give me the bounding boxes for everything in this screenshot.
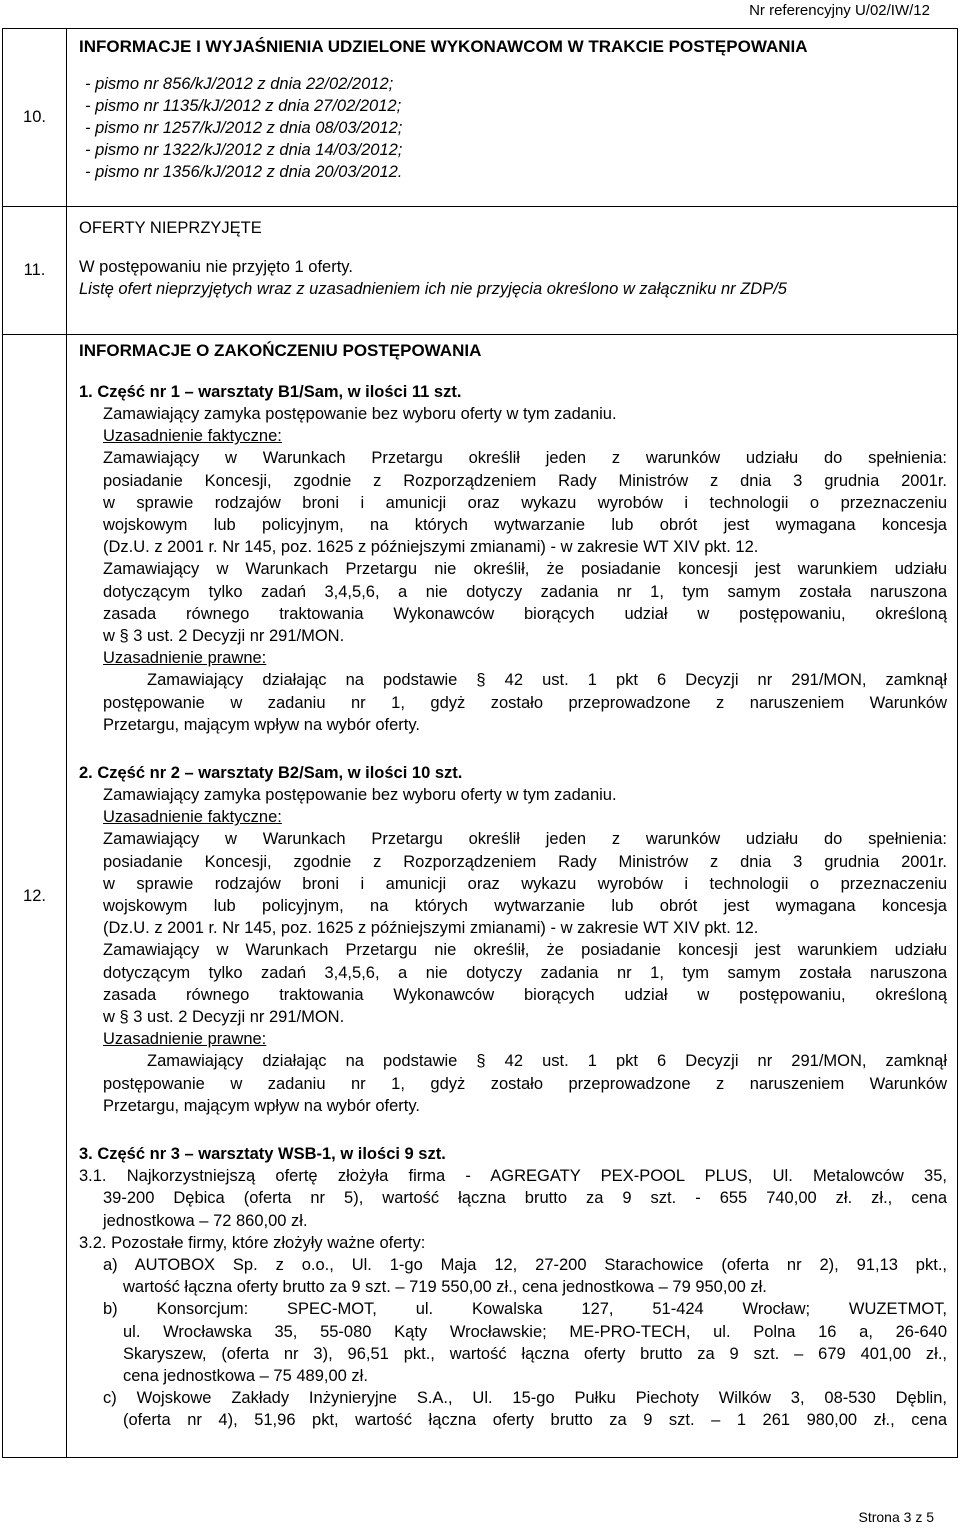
table-row (3, 207, 958, 335)
table-row (3, 335, 958, 1458)
section-title: OFERTY NIEPRZYJĘTE (79, 219, 262, 237)
list-item: - pismo nr 856/kJ/2012 z dnia 22/02/2012; (85, 75, 394, 93)
part-heading: 2. Część nr 2 – warsztaty B2/Sam, w ilości 10 szt. (79, 764, 463, 783)
closing-statement: Zamawiający zamyka postępowanie bez wyboru oferty w tym zadaniu. (103, 405, 617, 423)
rejected-list-note: Listę ofert nieprzyjętych wraz z uzasadnieniem ich nie przyjęcia określono w załączniku nr ZDP/5 (79, 280, 787, 298)
text-line: (Dz.U. z 2001 r. Nr 145, poz. 1625 z późniejszymi zmianami) - w zakresie WT XIV pkt. 12. (103, 538, 759, 557)
fact-label: Uzasadnienie faktyczne: (103, 808, 282, 827)
list-item: - pismo nr 1257/kJ/2012 z dnia 08/03/2012; (85, 119, 403, 137)
text-line: a) AUTOBOX Sp. z o.o., Ul. 1-go Maja 12, 27-200 Starachowice (oferta nr 2), 91,13 pkt., (103, 1255, 947, 1274)
row-number: 12. (3, 335, 67, 1458)
list-item: - pismo nr 1135/kJ/2012 z dnia 27/02/2012; (85, 97, 402, 115)
page-number: Strona 3 z 5 (858, 1509, 934, 1525)
text-line: b) Konsorcjum: SPEC-MOT, ul. Kowalska 127, 51-424 Wrocław; WUZETMOT, (103, 1300, 947, 1319)
document-table (2, 28, 958, 1458)
section-rejected-offers (67, 207, 958, 335)
text-line: wojskowym lub policyjnym, na których wytwarzanie lub obrót jest wymagana koncesja (103, 516, 947, 535)
text-line: w § 3 ust. 2 Decyzji nr 291/MON. (103, 1008, 345, 1027)
rejected-count-text: W postępowaniu nie przyjęto 1 oferty. (79, 258, 353, 276)
list-item: - pismo nr 1322/kJ/2012 z dnia 14/03/2012; (85, 141, 403, 159)
section-title: INFORMACJE O ZAKOŃCZENIU POSTĘPOWANIA (79, 341, 482, 360)
text-line: Skaryszew, (oferta nr 3), 96,51 pkt., wartość łączna oferty brutto za 9 szt. – 679 401,00 zł., (123, 1344, 947, 1363)
part-heading: 3. Część nr 3 – warsztaty WSB-1, w ilości 9 szt. (79, 1145, 446, 1164)
part-heading: 1. Część nr 1 – warsztaty B1/Sam, w ilości 11 szt. (79, 383, 462, 401)
list-item: - pismo nr 1356/kJ/2012 z dnia 20/03/2012. (85, 163, 403, 181)
text-line: posiadanie Koncesji, zgodnie z Rozporządzeniem Rady Ministrów z dnia 3 grudnia 2001r. (103, 852, 947, 871)
reference-number: Nr referencyjny U/02/IW/12 (749, 2, 930, 19)
part-1 (79, 381, 947, 736)
text-line: Zamawiający w Warunkach Przetargu nie określił, że posiadanie koncesji jest warunkiem udziału (103, 941, 947, 960)
text-line: w § 3 ust. 2 Decyzji nr 291/MON. (103, 627, 345, 646)
text-line: Zamawiający działając na podstawie § 42 ust. 1 pkt 6 Decyzji nr 291/MON, zamknął (147, 1052, 947, 1071)
text-line: jednostkowa – 72 860,00 zł. (103, 1211, 308, 1230)
text-line: dotyczącym tylko zadań 3,4,5,6, a nie dotyczy zadania nr 1, tym samym została naruszona (103, 582, 947, 601)
text-line: wojskowym lub policyjnym, na których wytwarzanie lub obrót jest wymagana koncesja (103, 897, 947, 916)
text-line: Zamawiający w Warunkach Przetargu nie określił, że posiadanie koncesji jest warunkiem udziału (103, 560, 947, 579)
text-line: wartość łączna oferty brutto za 9 szt. – 719 550,00 zł., cena jednostkowa – 79 950,00 zł. (123, 1278, 767, 1297)
text-line: (Dz.U. z 2001 r. Nr 145, poz. 1625 z późniejszymi zmianami) - w zakresie WT XIV pkt. 12. (103, 919, 759, 938)
text-line: w sprawie rodzajów broni i amunicji oraz wykazu wyrobów i technologii o przeznaczeniu (103, 493, 947, 512)
text-line: zasada równego traktowania Wykonawców biorących udział w postępowaniu, określoną (103, 985, 947, 1004)
row-number: 11. (3, 207, 67, 335)
text-line: dotyczącym tylko zadań 3,4,5,6, a nie dotyczy zadania nr 1, tym samym została naruszona (103, 963, 947, 982)
text-line: Zamawiający działając na podstawie § 42 ust. 1 pkt 6 Decyzji nr 291/MON, zamknął (147, 671, 947, 690)
text-line: Przetargu, mającym wpływ na wybór oferty. (103, 715, 420, 734)
section-information (67, 29, 958, 207)
legal-label: Uzasadnienie prawne: (103, 1030, 267, 1049)
text-line: postępowanie w zadaniu nr 1, gdyż zostało przeprowadzone z naruszeniem Warunków (103, 1074, 947, 1093)
text-line: c) Wojskowe Zakłady Inżynieryjne S.A., Ul. 15-go Pułku Piechoty Wilków 3, 08-530 Dęblin, (103, 1389, 947, 1408)
text-line: 39-200 Dębica (oferta nr 5), wartość łączna brutto za 9 szt. - 655 740,00 zł. zł., cena (103, 1189, 947, 1208)
letters-list (79, 73, 947, 183)
text-line: 3.1. Najkorzystniejszą ofertę złożyła firma - AGREGATY PEX-POOL PLUS, Ul. Metalowców 35, (79, 1167, 947, 1186)
text-line: Zamawiający w Warunkach Przetargu określił jeden z warunków udziału do spełnienia: (103, 449, 947, 468)
text-line: (oferta nr 4), 51,96 pkt, wartość łączna oferty brutto za 9 szt. – 1 261 980,00 zł., cena (123, 1411, 947, 1430)
text-line: 3.2. Pozostałe firmy, które złożyły ważne oferty: (79, 1233, 426, 1252)
closing-statement: Zamawiający zamyka postępowanie bez wyboru oferty w tym zadaniu. (103, 786, 617, 805)
text-line: posiadanie Koncesji, zgodnie z Rozporządzeniem Rady Ministrów z dnia 3 grudnia 2001r. (103, 471, 947, 490)
text-line: w sprawie rodzajów broni i amunicji oraz wykazu wyrobów i technologii o przeznaczeniu (103, 874, 947, 893)
text-line: Zamawiający w Warunkach Przetargu określił jeden z warunków udziału do spełnienia: (103, 830, 947, 849)
section-completion (67, 335, 958, 1458)
legal-label: Uzasadnienie prawne: (103, 649, 267, 668)
part-3 (79, 1143, 947, 1431)
part-2 (79, 762, 947, 1117)
text-line: Przetargu, mającym wpływ na wybór oferty. (103, 1096, 420, 1115)
section-title: INFORMACJE I WYJAŚNIENIA UDZIELONE WYKONAWCOM W TRAKCIE POSTĘPOWANIA (79, 37, 808, 56)
text-line: cena jednostkowa – 75 489,00 zł. (123, 1366, 368, 1385)
row-number: 10. (3, 29, 67, 207)
text-line: postępowanie w zadaniu nr 1, gdyż zostało przeprowadzone z naruszeniem Warunków (103, 693, 947, 712)
table-row (3, 29, 958, 207)
text-line: zasada równego traktowania Wykonawców biorących udział w postępowaniu, określoną (103, 604, 947, 623)
fact-label: Uzasadnienie faktyczne: (103, 427, 282, 446)
text-line: ul. Wrocławska 35, 55-080 Kąty Wrocławskie; ME-PRO-TECH, ul. Polna 16 a, 26-640 (123, 1322, 947, 1341)
